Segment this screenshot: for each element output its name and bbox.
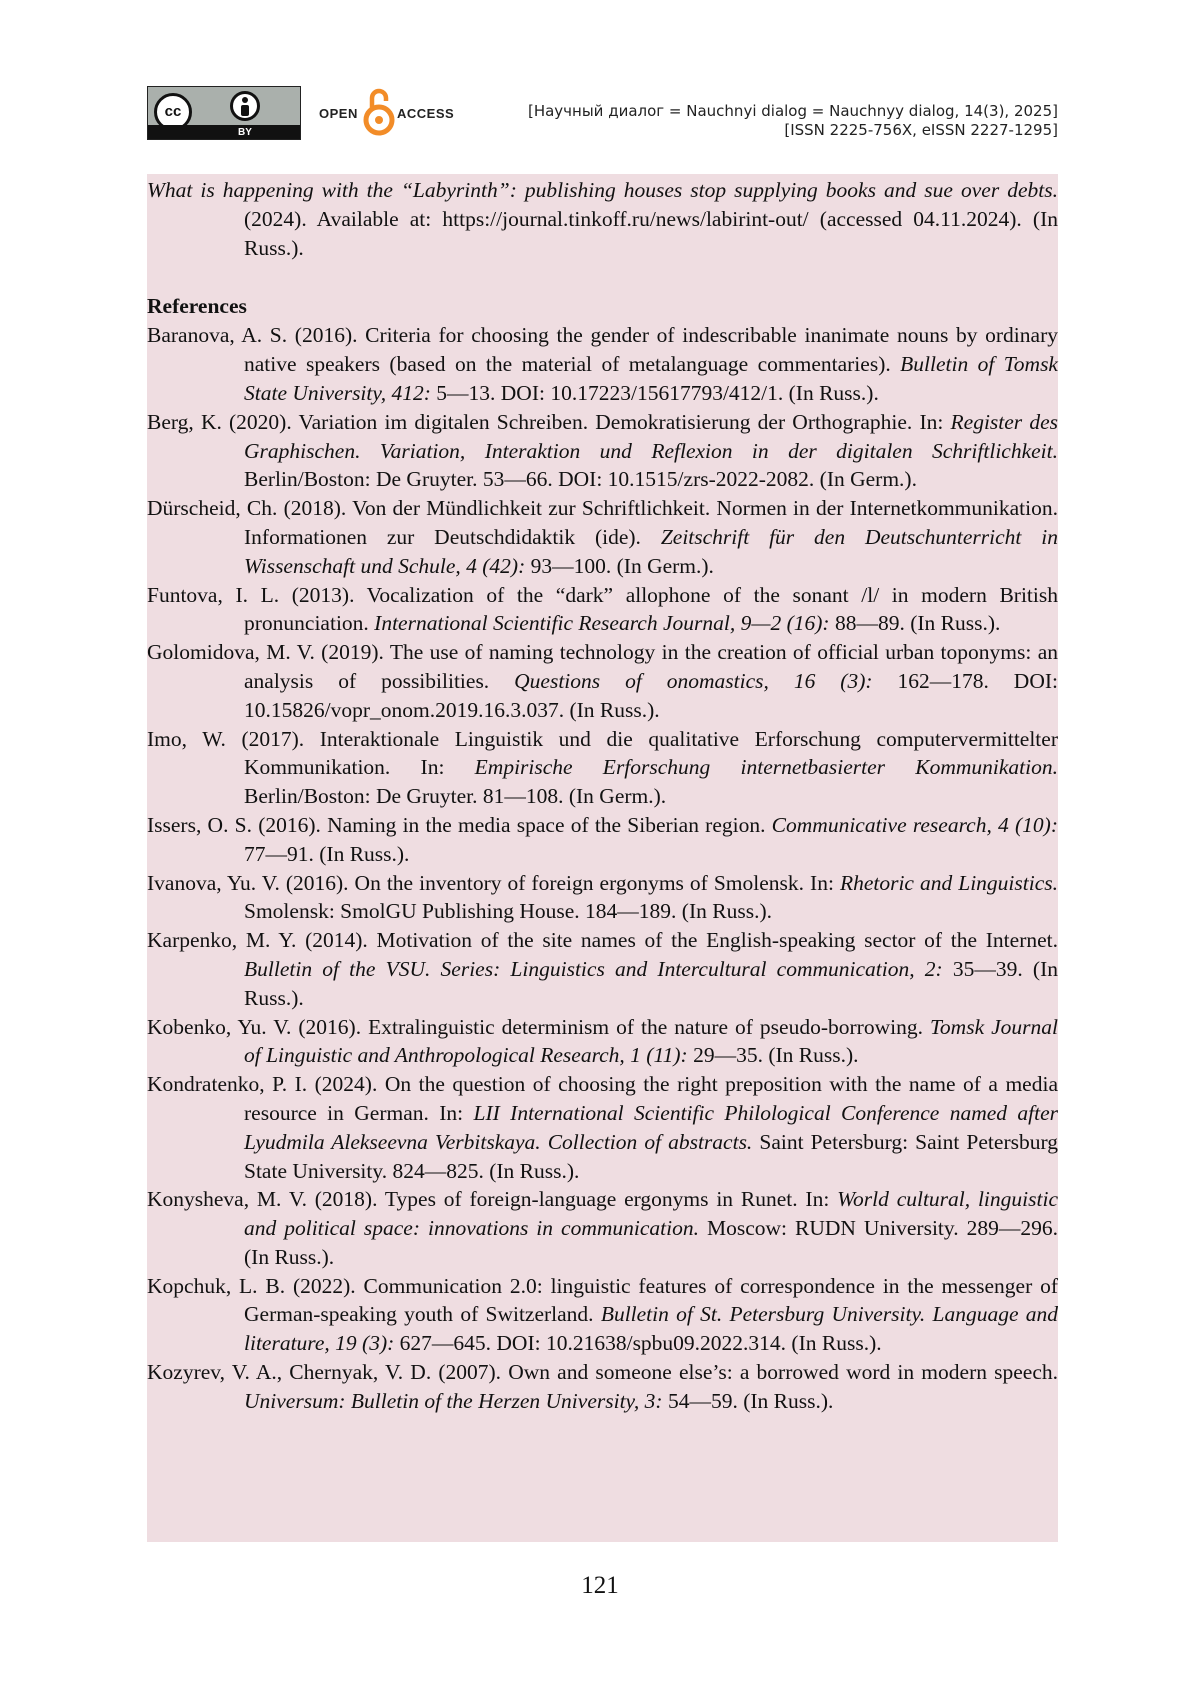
creative-commons-icon: cc xyxy=(154,93,192,131)
reference-entry: Dürscheid, Ch. (2018). Von der Mündlichkeit zur Schriftlichkeit. Normen in der Internetkommunikation. Informationen zur Deutschdidaktik (ide). Zeitschrift für den Deutschunterricht in Wissenschaft und Schule, 4 (42): 93—100. (In Germ.). xyxy=(147,496,1058,578)
journal-title-line: [Научный диалог = Nauchnyi dialog = Nauchnyy dialog, 14(3), 2025] xyxy=(527,102,1058,120)
intro-entry-title: What is happening with the “Labyrinth”: publishing houses stop supplying books and sue over debts. xyxy=(147,178,1058,202)
intro-reference-entry xyxy=(147,176,1058,262)
journal-issn-line: [ISSN 2225-756X, eISSN 2227-1295] xyxy=(784,121,1058,139)
reference-entry: Golomidova, M. V. (2019). The use of naming technology in the creation of official urban toponyms: an analysis of possibilities. Questions of onomastics, 16 (3): 162—178. DOI: 10.15826/vopr_onom.2019.16.3.037. (In Russ.). xyxy=(147,640,1058,722)
reference-entry: Kopchuk, L. B. (2022). Communication 2.0: linguistic features of correspondence in the messenger of German-speaking youth of Switzerland. Bulletin of St. Petersburg University. Language and literature, 19 (3): 627—645. DOI: 10.21638/spbu09.2022.314. (In Russ.). xyxy=(147,1273,1058,1356)
cc-by-license-badge[interactable] xyxy=(147,86,301,140)
open-label: OPEN xyxy=(319,106,358,121)
reference-entry: Berg, K. (2020). Variation im digitalen Schreiben. Demokratisierung der Orthographie. In: Register des Graphischen. Variation, Interaktion und Reflexion in der digitalen Schriftlichkeit. Berlin/Boston: De Gruyter. 53—66. DOI: 10.1515/zrs-2022-2082. (In Germ.). xyxy=(147,409,1058,492)
reference-list xyxy=(147,321,1058,1415)
reference-entry: Ivanova, Yu. V. (2016). On the inventory of foreign ergonyms of Smolensk. In: Rhetoric and Linguistics. Smolensk: SmolGU Publishing House. 184—189. (In Russ.). xyxy=(147,870,1058,924)
open-access-logo xyxy=(319,84,469,142)
reference-entry: Konysheva, M. V. (2018). Types of foreign-language ergonyms in Runet. In: World cultural, linguistic and political space: innovations in communication. Moscow: RUDN University. 289—296. (In Russ.). xyxy=(147,1187,1058,1269)
intro-entry-details: (2024). Available at: https://journal.tinkoff.ru/news/labirint-out/ (accessed 04.11.2024). (In Russ.). xyxy=(244,206,1058,260)
references-section xyxy=(147,174,1058,1542)
reference-entry: Issers, O. S. (2016). Naming in the media space of the Siberian region. Communicative research, 4 (10): 77—91. (In Russ.). xyxy=(147,812,1058,866)
reference-entry: Funtova, I. L. (2013). Vocalization of the “dark” allophone of the sonant /l/ in modern British pronunciation. International Scientific Research Journal, 9—2 (16): 88—89. (In Russ.). xyxy=(147,582,1058,636)
by-label: BY xyxy=(238,127,252,138)
reference-entry: Kondratenko, P. I. (2024). On the question of choosing the right preposition with the name of a media resource in German. In: LII International Scientific Philological Conference named after Lyudmila Alekseevna Verbitskaya. Collection of abstracts. Saint Petersburg: Saint Petersburg State University. 824—825. (In Russ.). xyxy=(147,1072,1059,1183)
page-header xyxy=(147,84,1058,144)
open-access-lock-icon xyxy=(363,84,395,140)
access-label: ACCESS xyxy=(397,106,455,121)
reference-entry: Baranova, A. S. (2016). Criteria for choosing the gender of indescribable inanimate nouns by ordinary native speakers (based on the material of metalanguage commentaries). Bulletin of Tomsk State University, 412: 5—13. DOI: 10.17223/15617793/412/1. (In Russ.). xyxy=(147,323,1058,405)
reference-entry: Karpenko, M. Y. (2014). Motivation of the site names of the English-speaking sector of the Internet. Bulletin of the VSU. Series: Linguistics and Intercultural communication, 2: 35—39. (In Russ.). xyxy=(147,928,1059,1010)
attribution-person-icon xyxy=(230,91,260,121)
by-strip xyxy=(148,125,300,139)
references-heading: References xyxy=(147,294,247,319)
page-number: 121 xyxy=(581,1572,619,1599)
reference-entry: Kobenko, Yu. V. (2016). Extralinguistic determinism of the nature of pseudo-borrowing. Tomsk Journal of Linguistic and Anthropological Research, 1 (11): 29—35. (In Russ.). xyxy=(147,1014,1059,1068)
journal-citation xyxy=(528,102,1058,140)
reference-entry: Kozyrev, V. A., Chernyak, V. D. (2007). Own and someone else’s: a borrowed word in modern speech. Universum: Bulletin of the Herzen University, 3: 54—59. (In Russ.). xyxy=(147,1360,1058,1413)
reference-entry: Imo, W. (2017). Interaktionale Linguistik und die qualitative Erforschung computervermittelter Kommunikation. In: Empirische Erforschung internetbasierter Kommunikation. Berlin/Boston: De Gruyter. 81—108. (In Germ.). xyxy=(147,726,1058,809)
